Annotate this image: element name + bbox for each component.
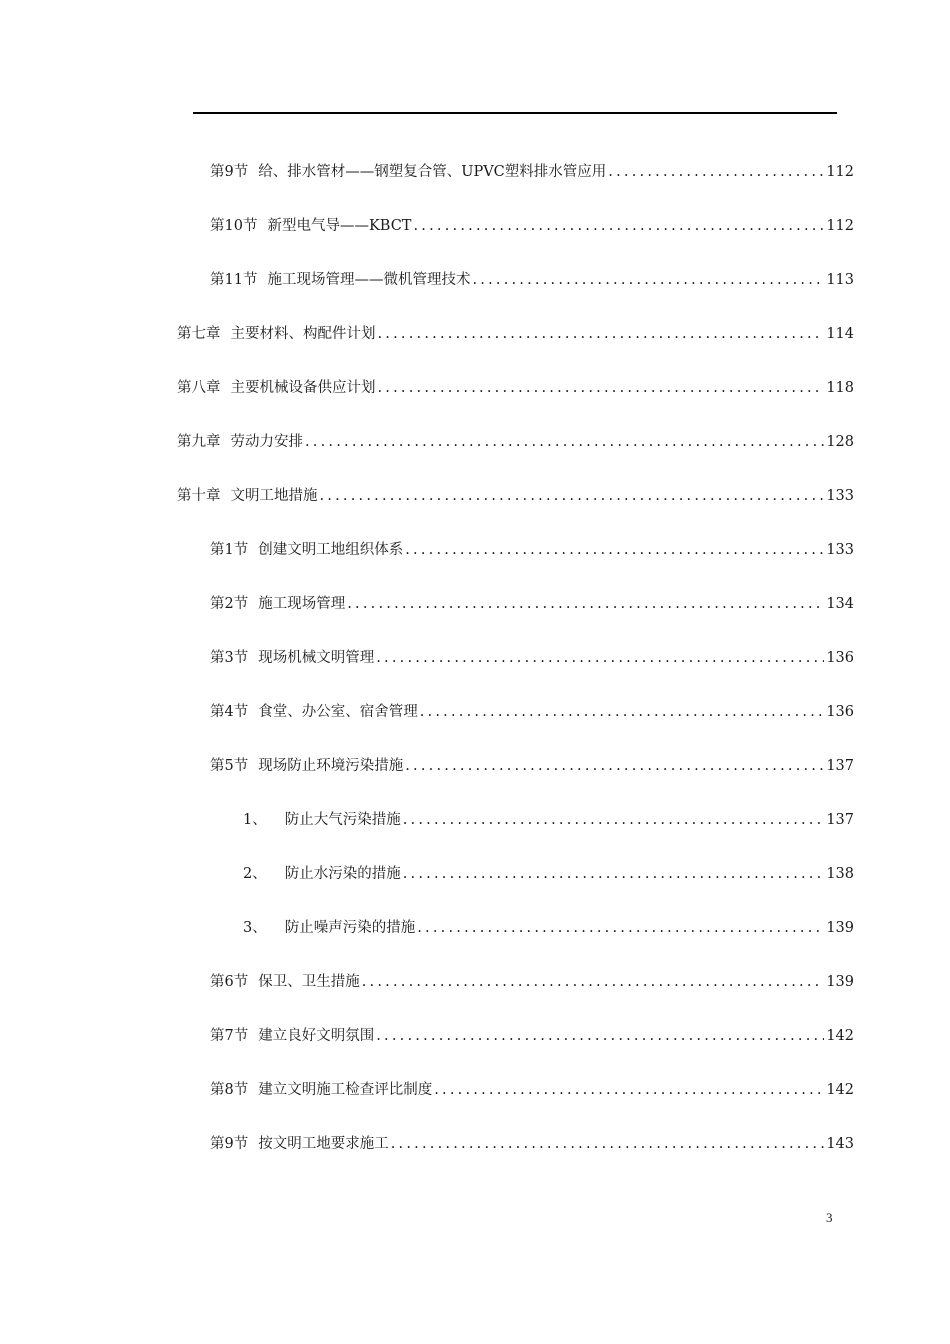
dot-leader <box>417 917 824 939</box>
toc-entry-title: 新型电气导——KBCT <box>267 218 412 234</box>
toc-entry[interactable] <box>210 215 854 237</box>
toc-entry-number: 第八章 <box>177 380 221 396</box>
toc-entry[interactable] <box>210 1133 854 1155</box>
toc-entry-page: 138 <box>826 866 854 882</box>
toc-entry[interactable] <box>210 755 854 777</box>
toc-subentry[interactable] <box>243 863 854 885</box>
toc-entry-title: 文明工地措施 <box>230 488 318 504</box>
toc-entry-title: 建立文明施工检查评比制度 <box>258 1082 433 1098</box>
dot-leader <box>420 701 825 723</box>
toc-entry-title: 防止水污染的措施 <box>284 866 401 882</box>
dot-leader <box>320 485 825 507</box>
toc-entry-number: 第1节 <box>210 542 249 558</box>
dot-leader <box>472 269 824 291</box>
toc-chapter-entry[interactable] <box>177 485 854 507</box>
toc-entry-title: 防止大气污染措施 <box>284 812 401 828</box>
page-number: 3 <box>826 1210 833 1225</box>
dot-leader <box>347 593 824 615</box>
toc-entry-page: 143 <box>826 1136 854 1152</box>
toc-entry[interactable] <box>210 971 854 993</box>
toc-entry-number: 第2节 <box>210 596 249 612</box>
dot-leader <box>378 377 825 399</box>
dot-leader <box>405 539 824 561</box>
toc-entry-page: 137 <box>826 758 854 774</box>
toc-entry-page: 134 <box>826 596 854 612</box>
dot-leader <box>403 809 825 831</box>
toc-entry-page: 128 <box>826 434 854 450</box>
toc-chapter-entry[interactable] <box>177 377 854 399</box>
toc-entry-title: 给、排水管材——钢塑复合管、UPVC塑料排水管应用 <box>258 164 607 180</box>
toc-entry-page: 139 <box>826 974 854 990</box>
toc-entry-page: 136 <box>826 650 854 666</box>
toc-entry-number: 第九章 <box>177 434 221 450</box>
toc-entry-page: 112 <box>826 218 854 234</box>
toc-entry[interactable] <box>210 1025 854 1047</box>
dot-leader <box>362 971 825 993</box>
toc-entry-number: 2、 <box>243 866 267 882</box>
dot-leader <box>403 863 825 885</box>
toc-entry-number: 3、 <box>243 920 267 936</box>
toc-entry[interactable] <box>210 1079 854 1101</box>
toc-entry[interactable] <box>210 269 854 291</box>
dot-leader <box>305 431 824 453</box>
toc-entry-title: 现场机械文明管理 <box>258 650 375 666</box>
toc-entry-number: 第3节 <box>210 650 249 666</box>
toc-entry-title: 防止噪声污染的措施 <box>284 920 416 936</box>
toc-entry-title: 保卫、卫生措施 <box>258 974 360 990</box>
dot-leader <box>608 161 824 183</box>
toc-entry-title: 食堂、办公室、宿舍管理 <box>258 704 418 720</box>
toc-entry[interactable] <box>210 647 854 669</box>
toc-chapter-entry[interactable] <box>177 323 854 345</box>
toc-entry-title: 创建文明工地组织体系 <box>258 542 404 558</box>
dot-leader <box>405 755 824 777</box>
toc-entry-page: 142 <box>826 1082 854 1098</box>
toc-entry-number: 1、 <box>243 812 267 828</box>
toc-entry-number: 第9节 <box>210 1136 249 1152</box>
toc-entry-number: 第11节 <box>210 272 258 288</box>
toc-entry-page: 112 <box>826 164 854 180</box>
toc-chapter-entry[interactable] <box>177 431 854 453</box>
toc-entry-number: 第5节 <box>210 758 249 774</box>
dot-leader <box>378 323 825 345</box>
dot-leader <box>413 215 824 237</box>
toc-entry-title: 主要机械设备供应计划 <box>230 380 376 396</box>
toc-entry-number: 第4节 <box>210 704 249 720</box>
dot-leader <box>391 1133 825 1155</box>
dot-leader <box>376 647 824 669</box>
toc-entry-title: 建立良好文明氛围 <box>258 1028 375 1044</box>
toc-entry-number: 第7节 <box>210 1028 249 1044</box>
toc-entry-page: 118 <box>826 380 854 396</box>
toc-entry-page: 114 <box>826 326 854 342</box>
toc-entry-page: 137 <box>826 812 854 828</box>
toc-entry-number: 第9节 <box>210 164 249 180</box>
dot-leader <box>434 1079 824 1101</box>
toc-entry-page: 142 <box>826 1028 854 1044</box>
toc-entry-title: 主要材料、构配件计划 <box>230 326 376 342</box>
toc-entry-number: 第8节 <box>210 1082 249 1098</box>
toc-entry-title: 按文明工地要求施工 <box>258 1136 389 1152</box>
toc-entry-number: 第七章 <box>177 326 221 342</box>
toc-entry-page: 133 <box>826 488 854 504</box>
toc-entry-number: 第十章 <box>177 488 221 504</box>
toc-subentry[interactable] <box>243 917 854 939</box>
toc-entry-page: 136 <box>826 704 854 720</box>
toc-entry[interactable] <box>210 539 854 561</box>
toc-entry-page: 133 <box>826 542 854 558</box>
toc-subentry[interactable] <box>243 809 854 831</box>
toc-entry-title: 施工现场管理 <box>258 596 346 612</box>
toc-entry[interactable] <box>210 701 854 723</box>
dot-leader <box>376 1025 824 1047</box>
toc-entry-page: 113 <box>826 272 854 288</box>
toc-entry-number: 第10节 <box>210 218 258 234</box>
toc-entry-title: 现场防止环境污染措施 <box>258 758 404 774</box>
toc-entry[interactable] <box>210 161 854 183</box>
toc-entry-page: 139 <box>826 920 854 936</box>
toc-entry-number: 第6节 <box>210 974 249 990</box>
toc-entry-title: 劳动力安排 <box>230 434 303 450</box>
toc-entry[interactable] <box>210 593 854 615</box>
toc-entry-title: 施工现场管理——微机管理技术 <box>267 272 471 288</box>
